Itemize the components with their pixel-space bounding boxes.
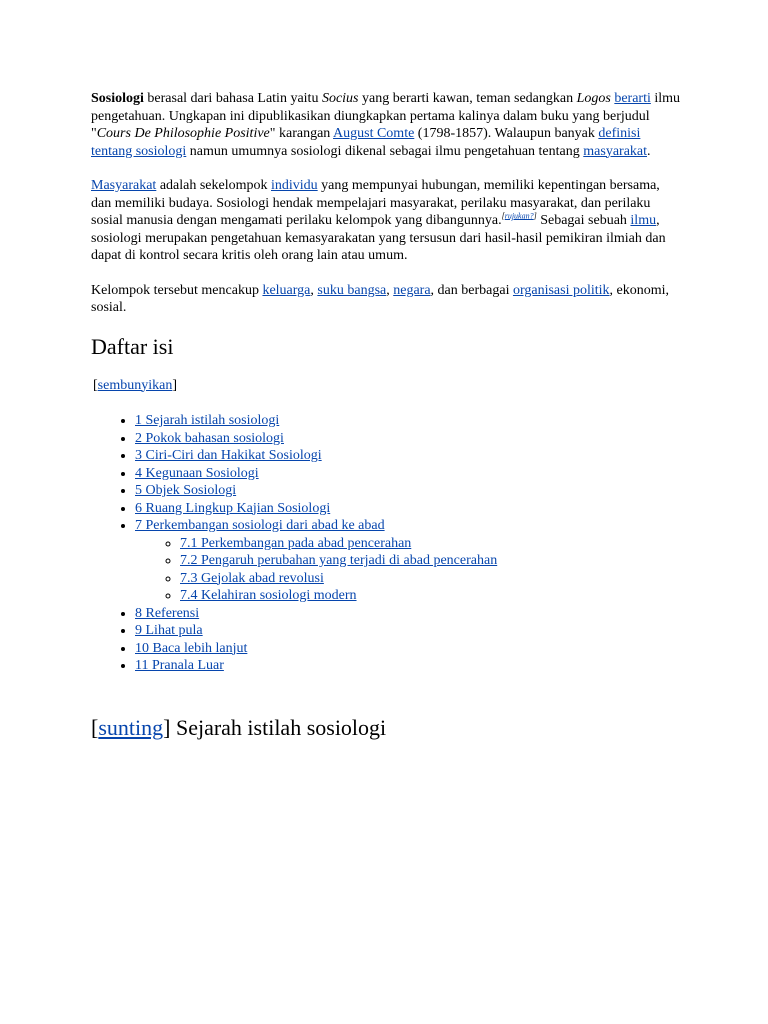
toc-toggle — [93, 377, 681, 395]
text: ] — [163, 714, 171, 740]
link-masyarakat-2[interactable]: Masyarakat — [91, 178, 157, 193]
link-masyarakat[interactable]: masyarakat — [583, 143, 648, 159]
text: , dan berbagai — [430, 282, 513, 298]
text: yang mempunyai hubungan, memiliki kepentingan bersama, dan memiliki budaya. Sosiologi hendak mempelajari masyarakat, perilaku masyarakat, dan perilaku sosial manusia dengan mengamati perilaku kelompok yang dibangunnya. — [91, 178, 660, 228]
section-title: Sejarah istilah sosiologi — [170, 714, 387, 740]
toc-link-3[interactable]: 3 Ciri-Ciri dan Hakikat Sosiologi — [135, 448, 322, 463]
text: , — [310, 282, 318, 298]
link-berarti[interactable]: berarti — [614, 91, 651, 106]
intro-paragraph-3 — [91, 282, 681, 317]
toc-item — [135, 640, 681, 658]
text: Kelompok tersebut mencakup — [91, 282, 263, 298]
link-august-comte[interactable]: August Comte — [333, 126, 415, 141]
toc-item — [135, 622, 681, 640]
term-socius: Socius — [321, 91, 359, 106]
text: adalah sekelompok — [156, 178, 271, 193]
link-ilmu[interactable]: ilmu — [630, 213, 657, 228]
toc-hide-link[interactable]: sembunyikan — [97, 377, 173, 393]
intro-paragraph-1 — [91, 90, 681, 160]
toc-item — [135, 605, 681, 623]
article-body — [91, 90, 681, 741]
text: namun umumnya sosiologi dikenal sebagai ilmu pengetahuan tentang — [186, 143, 584, 159]
toc-link-7-1[interactable]: 7.1 Perkembangan pada abad pencerahan — [180, 535, 412, 551]
text: [ — [93, 377, 98, 393]
toc-item — [135, 430, 681, 448]
toc-item — [135, 517, 681, 605]
toc-link-5[interactable]: 5 Objek Sosiologi — [135, 483, 237, 498]
text: [ — [91, 714, 99, 740]
book-title: Cours De Philosophie Positive — [96, 126, 270, 141]
toc-item — [135, 482, 681, 500]
text: berasal dari bahasa Latin yaitu — [143, 91, 322, 106]
intro-paragraph-2 — [91, 177, 681, 265]
toc-subitem — [180, 570, 681, 588]
link-negara[interactable]: negara — [393, 282, 431, 298]
toc-link-8[interactable]: 8 Referensi — [135, 605, 200, 621]
toc-link-2[interactable]: 2 Pokok bahasan sosiologi — [135, 430, 284, 446]
toc-subitem — [180, 552, 681, 570]
text: Sebagai sebuah — [536, 213, 631, 228]
toc-link-6[interactable]: 6 Ruang Lingkup Kajian Sosiologi — [135, 500, 331, 516]
citation-needed — [502, 211, 537, 220]
toc-title: Daftar isi — [91, 333, 174, 359]
toc-subitem — [180, 587, 681, 605]
text: ilmu pengetahuan. Ungkapan ini dipublikasikan diungkapkan pertama kalinya dalam buku yang berjudul " — [91, 91, 681, 141]
text: ] — [172, 377, 177, 393]
toc-link-9[interactable]: 9 Lihat pula — [135, 623, 203, 638]
link-individu[interactable]: individu — [271, 178, 318, 193]
toc-link-7[interactable]: 7 Perkembangan sosiologi dari abad ke abad — [135, 518, 385, 533]
link-definisi-sosiologi[interactable]: definisi tentang sosiologi — [91, 126, 641, 159]
toc-link-7-2[interactable]: 7.2 Pengaruh perubahan yang terjadi di abad pencerahan — [180, 553, 498, 568]
toc-link-4[interactable]: 4 Kegunaan Sosiologi — [135, 465, 259, 481]
text: ] — [533, 211, 537, 221]
toc-sublist — [135, 535, 681, 605]
link-suku-bangsa[interactable]: suku bangsa — [317, 282, 387, 298]
text: , — [386, 282, 394, 298]
text: , sosiologi merupakan pengetahuan kemasyarakatan yang tersusun dari hasil-hasil pemikiran ilmiah dan dapat di kontrol secara kritis oleh orang lain atau umum. — [91, 213, 666, 263]
toc-list — [91, 412, 681, 675]
text: (1798-1857). Walaupun banyak — [414, 126, 599, 141]
text: yang berarti kawan, teman sedangkan — [358, 91, 577, 106]
toc-link-7-4[interactable]: 7.4 Kelahiran sosiologi modern — [180, 588, 357, 603]
section-heading-sejarah — [91, 715, 681, 741]
toc-item — [135, 500, 681, 518]
toc-link-1[interactable]: 1 Sejarah istilah sosiologi — [135, 413, 280, 428]
link-organisasi-politik[interactable]: organisasi politik — [512, 282, 610, 298]
edit-section-link[interactable]: sunting — [98, 714, 164, 740]
text: . — [647, 143, 651, 159]
toc-item — [135, 412, 681, 430]
text: [ — [501, 211, 505, 221]
toc-link-11[interactable]: 11 Pranala Luar — [135, 658, 224, 673]
term-sosiologi: Sosiologi — [91, 91, 144, 106]
toc-item — [135, 657, 681, 675]
toc-link-7-3[interactable]: 7.3 Gejolak abad revolusi — [180, 570, 324, 586]
link-keluarga[interactable]: keluarga — [262, 282, 311, 298]
toc-item — [135, 465, 681, 483]
link-rujukan[interactable]: rujukan? — [504, 211, 534, 221]
toc-link-10[interactable]: 10 Baca lebih lanjut — [135, 640, 248, 656]
toc-item — [135, 447, 681, 465]
toc-subitem — [180, 535, 681, 553]
text: " karangan — [269, 126, 334, 141]
text: , ekonomi, sosial. — [91, 282, 670, 315]
term-logos: Logos — [576, 91, 611, 106]
